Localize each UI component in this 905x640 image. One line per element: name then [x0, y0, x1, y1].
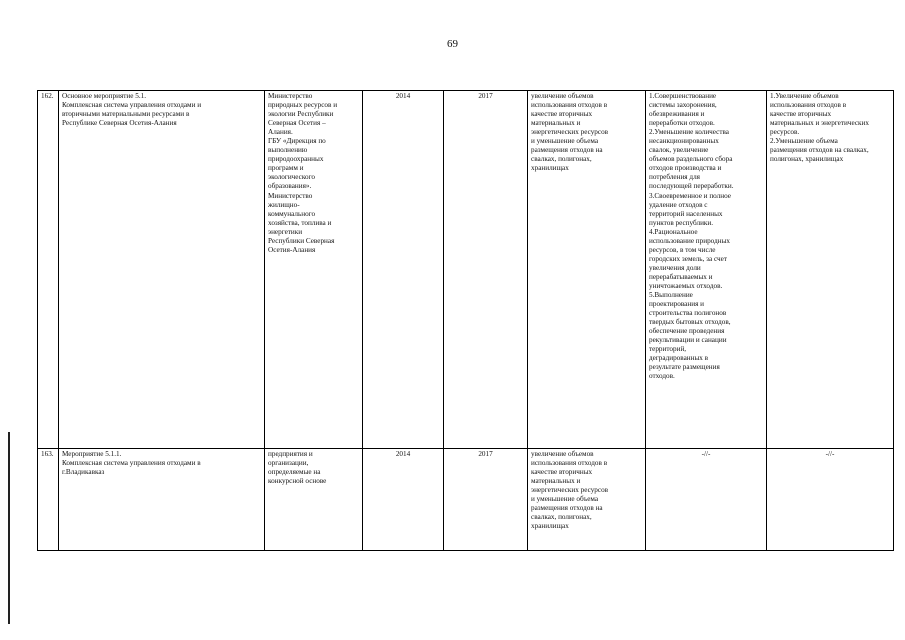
result-line: и уменьшение объема — [531, 495, 599, 504]
directions-line: проектирования и — [649, 300, 705, 309]
result-line: увеличение объемов — [531, 92, 594, 100]
directions-line: 1.Совершенствование — [649, 92, 717, 100]
program-events-table — [37, 90, 894, 551]
result-line: свалках, полигонах, — [531, 155, 592, 164]
event-line: Комплексная система управления отходами и — [62, 101, 202, 110]
executor-line: образования». — [268, 182, 312, 191]
directions-line: ресурсов, в том числе — [649, 245, 716, 254]
directions-line: переработки отходов. — [649, 119, 715, 128]
result-line: размещения отходов на — [531, 504, 603, 513]
event-line: Республике Северная Осетия-Алания — [62, 119, 177, 128]
directions-line: перерабатываемых и — [649, 272, 713, 281]
table-row — [38, 91, 894, 449]
executor-cell — [265, 91, 363, 449]
executor-cell — [265, 449, 363, 551]
indicators-cell — [767, 91, 894, 449]
executor-line: Северная Осетия – — [268, 119, 326, 128]
result-line: свалках, полигонах, — [531, 513, 592, 522]
end-year: 2017 — [444, 91, 528, 449]
result-line: качестве вторичных — [531, 468, 593, 477]
result-cell — [528, 449, 646, 551]
result-line: качестве вторичных — [531, 110, 593, 119]
result-line: хранилищах — [531, 164, 569, 173]
directions-line: объемов раздельного сбора — [649, 155, 733, 164]
indicators-line: материальных и энергетических — [770, 119, 869, 128]
indicators-line: размещения отходов на свалках, — [770, 146, 869, 155]
result-line: материальных и — [531, 119, 581, 128]
executor-line: Алания. — [268, 128, 293, 137]
executor-line: природных ресурсов и — [268, 101, 338, 110]
directions-line: пунктов республики. — [649, 218, 714, 227]
event-line: Комплексная система управления отходами в — [62, 459, 201, 468]
executor-line: выполнению — [268, 146, 308, 155]
directions-same-mark: -//- — [646, 449, 767, 551]
directions-line: свалок, увеличение — [649, 146, 709, 155]
indicators-line: полигонах, хранилищах — [770, 155, 844, 164]
result-line: хранилищах — [531, 522, 569, 531]
directions-cell — [646, 91, 767, 449]
executor-line: природоохранных — [268, 155, 324, 164]
directions-line: рекультивации и санации — [649, 336, 727, 345]
directions-line: увеличения доли — [649, 263, 701, 272]
directions-line: 5.Выполнение — [649, 291, 693, 300]
directions-line: отходов. — [649, 372, 675, 381]
directions-line: системы захоронения, — [649, 101, 717, 110]
result-line: энергетических ресурсов — [531, 128, 609, 137]
result-line: размещения отходов на — [531, 146, 603, 155]
indicators-line: 1.Увеличение объемов — [770, 92, 839, 100]
indicators-same-mark: -//- — [767, 449, 894, 551]
executor-line: экологического — [268, 173, 315, 182]
executor-line: Осетия-Алания — [268, 245, 316, 254]
directions-line: деградированных в — [649, 354, 709, 363]
table-row — [38, 449, 894, 551]
row-number: 162. — [38, 91, 59, 449]
executor-line: предприятия и — [268, 450, 313, 458]
end-year: 2017 — [444, 449, 528, 551]
event-line: г.Владикавказ — [62, 468, 105, 477]
directions-line: отходов производства и — [649, 164, 722, 173]
directions-line: строительства полигонов — [649, 309, 727, 318]
executor-line: жилищно- — [268, 200, 300, 209]
indicators-line: использования отходов в — [770, 101, 847, 110]
start-year: 2014 — [363, 91, 444, 449]
directions-line: последующей переработки. — [649, 182, 734, 191]
start-year: 2014 — [363, 449, 444, 551]
executor-line: хозяйства, топлива и — [268, 218, 332, 227]
executor-line: ГБУ «Дирекция по — [268, 137, 326, 146]
directions-line: потребления для — [649, 173, 700, 182]
page-number: 69 — [447, 38, 458, 50]
executor-line: конкурсной основе — [268, 477, 327, 486]
executor-line: Министерство — [268, 191, 313, 200]
directions-line: обезвреживания и — [649, 110, 705, 119]
indicators-line: 2.Уменьшение объема — [770, 137, 838, 146]
executor-line: экологии Республики — [268, 110, 334, 119]
directions-line: твердых бытовых отходов, — [649, 318, 731, 327]
directions-line: несанкционированных — [649, 137, 719, 146]
directions-line: уничтожаемых отходов. — [649, 281, 723, 290]
row-number: 163. — [38, 449, 59, 551]
directions-line: результате размещения — [649, 363, 720, 372]
event-cell — [59, 91, 265, 449]
indicators-line: ресурсов. — [770, 128, 800, 137]
executor-line: определяемые на — [268, 468, 321, 477]
result-line: материальных и — [531, 477, 581, 486]
directions-line: городских земель, за счет — [649, 254, 727, 263]
directions-line: территорий, — [649, 345, 687, 354]
directions-line: удаление отходов с — [649, 200, 708, 209]
event-cell — [59, 449, 265, 551]
directions-line: обеспечение проведения — [649, 327, 725, 336]
directions-line: использование природных — [649, 236, 730, 245]
result-line: энергетических ресурсов — [531, 486, 609, 495]
directions-line: 4.Рациональное — [649, 227, 698, 236]
result-line: использования отходов в — [531, 101, 608, 110]
executor-line: энергетики — [268, 227, 303, 236]
executor-line: Республики Северная — [268, 236, 335, 245]
result-line: увеличение объемов — [531, 450, 594, 458]
directions-line: территорий населенных — [649, 209, 723, 218]
result-cell — [528, 91, 646, 449]
indicators-line: качестве вторичных — [770, 110, 832, 119]
result-line: и уменьшение объема — [531, 137, 599, 146]
event-line: Мероприятие 5.1.1. — [62, 450, 122, 458]
executor-line: Министерство — [268, 92, 313, 100]
executor-line: организации, — [268, 459, 309, 468]
executor-line: коммунального — [268, 209, 316, 218]
executor-line: программ и — [268, 164, 304, 173]
result-line: использования отходов в — [531, 459, 608, 468]
event-line: Основное мероприятие 5.1. — [62, 92, 147, 100]
scan-margin-line — [8, 432, 10, 624]
event-line: вторичными материальными ресурсами в — [62, 110, 190, 119]
directions-line: 3.Своевременное и полное — [649, 191, 731, 200]
directions-line: 2.Уменьшение количества — [649, 128, 729, 137]
